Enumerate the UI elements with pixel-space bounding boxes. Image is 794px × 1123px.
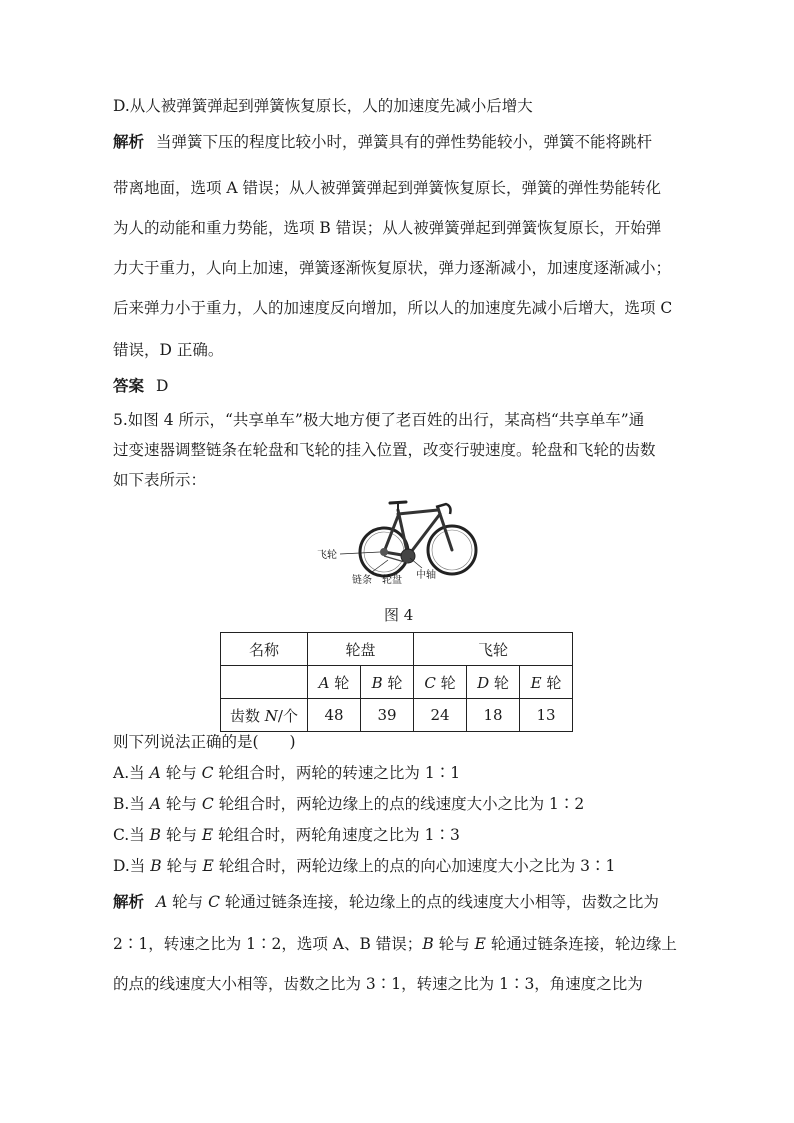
table-cell-teeth: 18 [467, 699, 520, 732]
table-cell-teeth: 13 [520, 699, 573, 732]
table-row-teeth [221, 699, 573, 732]
analysis-line-6: 错误，D 正确。 [113, 341, 224, 359]
question5-line-2: 过变速器调整链条在轮盘和飞轮的挂入位置，改变行驶速度。轮盘和飞轮的齿数 [113, 441, 656, 459]
analysis-line-1: 解析 当弹簧下压的程度比较小时，弹簧具有的弹性势能较小，弹簧不能将跳杆 [113, 132, 653, 151]
table-cell-wheel: C 轮 [414, 666, 467, 699]
label-chain: 链条 [352, 575, 372, 586]
label-chainring: 轮盘 [382, 575, 402, 586]
analysis2-tag: 解析 [113, 892, 145, 911]
label-axle: 中轴 [416, 570, 436, 581]
answer-line [113, 376, 168, 396]
analysis2-line-1: 解析 A 轮与 C 轮通过链条连接，轮边缘上的点的线速度大小相等，齿数之比为 [113, 892, 659, 911]
seat [390, 502, 406, 510]
option-a: A.当 A 轮与 C 轮组合时，两轮的转速之比为 1∶1 [113, 764, 461, 782]
option-b: B.当 A 轮与 C 轮组合时，两轮边缘上的点的线速度大小之比为 1∶2 [113, 795, 585, 813]
question5-line-3: 如下表所示： [113, 471, 207, 489]
question5-prompt: 则下列说法正确的是( ) [113, 733, 296, 751]
gear-table [220, 632, 573, 732]
analysis-line-2: 带离地面，选项 A 错误；从人被弹簧弹起到弹簧恢复原长，弹簧的弹性势能转化 [113, 179, 662, 197]
analysis-line-5: 后来弹力小于重力，人的加速度反向增加，所以人的加速度先减小后增大，选项 C [113, 299, 673, 317]
bicycle-figure [316, 494, 486, 586]
figure-caption: 图 4 [384, 606, 414, 624]
analysis2-line-2: 2∶1，转速之比为 1∶2，选项 A、B 错误；B 轮与 E 轮通过链条连接，轮边缘上 [113, 935, 677, 953]
analysis-line-3: 为人的动能和重力势能，选项 B 错误；从人被弹簧弹起到弹簧恢复原长，开始弹 [113, 219, 662, 237]
table-cell-wheel: E 轮 [520, 666, 573, 699]
table-header-row [221, 633, 573, 666]
table-header-name: 名称 [221, 633, 308, 666]
table-header-flywheel: 飞轮 [414, 633, 573, 666]
analysis-tag: 解析 [113, 132, 145, 151]
table-cell-empty [221, 666, 308, 699]
table-row-wheels [221, 666, 573, 699]
option-c: C.当 B 轮与 E 轮组合时，两轮角速度之比为 1∶3 [113, 826, 460, 844]
table-cell-wheel: B 轮 [361, 666, 414, 699]
analysis-line-4: 力大于重力，人向上加速，弹簧逐渐恢复原状，弹力逐渐减小，加速度逐渐减小； [113, 259, 672, 277]
previous-option-d: D.从人被弹簧弹起到弹簧恢复原长，人的加速度先减小后增大 [113, 97, 533, 115]
chain-pointer [372, 560, 388, 572]
answer-tag: 答案 [113, 376, 145, 395]
table-row-label: 齿数 N/个 [221, 699, 308, 732]
chainring-gear [401, 549, 415, 563]
analysis2-line-3: 的点的线速度大小相等，齿数之比为 3∶1，转速之比为 1∶3，角速度之比为 [113, 975, 643, 993]
table-cell-teeth: 24 [414, 699, 467, 732]
axle-pointer [410, 558, 422, 568]
bicycle-frame [384, 508, 452, 556]
table-cell-wheel: D 轮 [467, 666, 520, 699]
label-flywheel: 飞轮 [317, 550, 337, 561]
table-cell-teeth: 39 [361, 699, 414, 732]
answer-value: D [156, 377, 169, 395]
table-cell-wheel: A 轮 [308, 666, 361, 699]
option-d: D.当 B 轮与 E 轮组合时，两轮边缘上的点的向心加速度大小之比为 3∶1 [113, 857, 616, 875]
table-cell-teeth: 48 [308, 699, 361, 732]
question5-line-1: 5.如图 4 所示，“共享单车”极大地方便了老百姓的出行，某高档“共享单车”通 [113, 411, 645, 429]
table-header-chainring: 轮盘 [308, 633, 414, 666]
flywheel-gear [380, 548, 388, 556]
